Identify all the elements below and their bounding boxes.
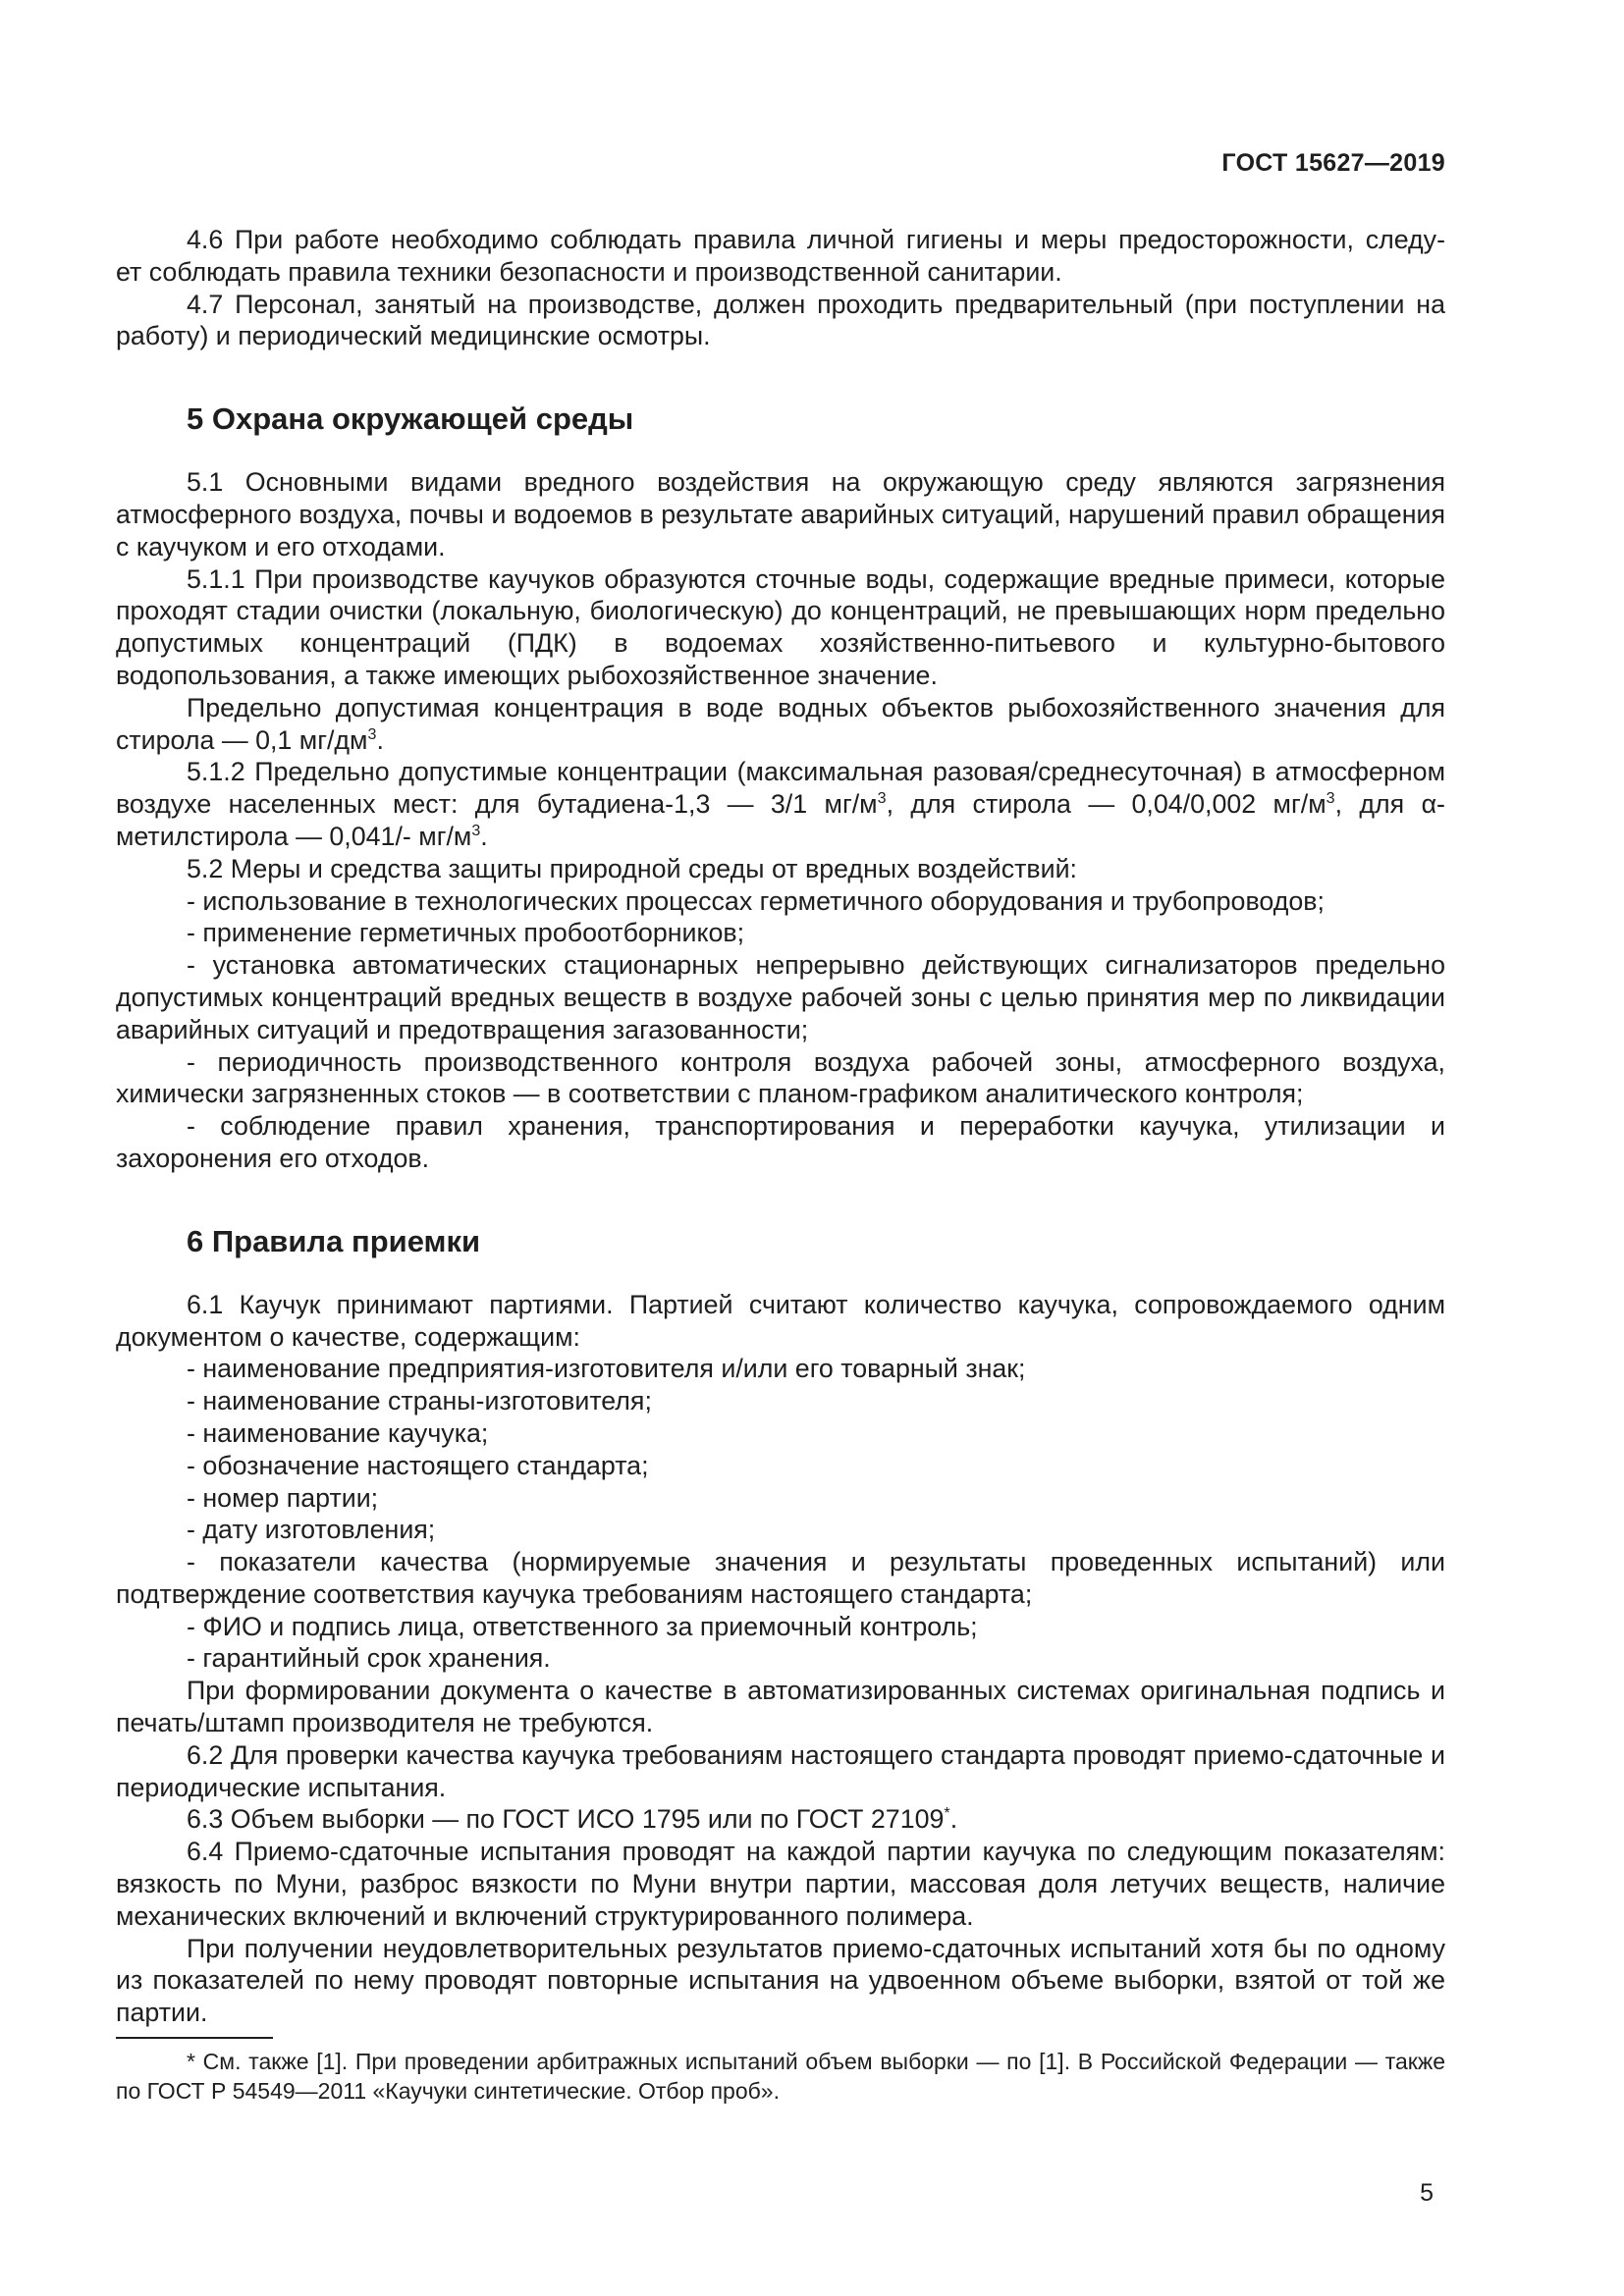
list-item: - наименование страны-изготовителя; xyxy=(187,1386,652,1416)
p512-part-a: 5.1.2 Предельно допустимые концентрации (максимальная разовая/среднесуточная) в атмосферном воздухе населенных мест: для бутадиена-1,3 — 3/1 мг/м xyxy=(116,757,1445,820)
section-6-heading: 6 Правила приемки xyxy=(187,1223,481,1258)
p512-part-d: . xyxy=(480,821,488,851)
p512-exp-1: 3 xyxy=(877,789,887,808)
list-item: - обозначение настоящего стандарта; xyxy=(187,1450,649,1480)
list-item: - наименование каучука; xyxy=(187,1417,489,1448)
list-item: - гарантийный срок хранения. xyxy=(187,1643,551,1674)
p512-exp-3: 3 xyxy=(471,822,481,840)
paragraph-5-1-2 xyxy=(116,756,1445,852)
paragraph-4-6b: ет соблюдать правила техники безопасности и производственной санитарии. xyxy=(116,256,1062,287)
footnote-divider xyxy=(116,2037,273,2039)
paragraph-5-2: 5.2 Меры и средства защиты природной среды от вредных воздействий: xyxy=(187,853,1077,883)
p63-text: 6.3 Объем выборки — по ГОСТ ИСО 1795 или по ГОСТ 27109 xyxy=(187,1804,945,1835)
list-item: - соблюдение правил хранения, транспортирования и переработки каучука, утилизации и захоронения его отходов. xyxy=(116,1111,1445,1173)
paragraph-retest: При получении неудовлетворительных результатов приемо-сдаточных испытаний хотя бы по одному из показателей по нему проводят повторные испытания на удвоенном объеме выборки, взятой от той же партии. xyxy=(116,1933,1445,2028)
paragraph-pdk xyxy=(116,692,1445,757)
p512-exp-2: 3 xyxy=(1326,789,1335,808)
list-item: - дату изготовления; xyxy=(187,1515,436,1545)
paragraph-4-7: 4.7 Персонал, занятый на производстве, должен проходить предварительный (при поступлении на работу) и периодический медицинские осмотры. xyxy=(116,289,1445,351)
footnote-text: * См. также [1]. При проведении арбитражных испытаний объем выборки — по [1]. В Российской Федерации — также по ГОСТ Р 54549—2011 «Каучуки синтетические. Отбор проб». xyxy=(116,2049,1445,2105)
list-item: - установка автоматических стационарных непрерывно действующих сигнализаторов предельно допустимых концентраций вредных веществ в воздухе рабочей зоны с целью принятия мер по ликвидации аварийных ситуаций и предотвращения загазованности; xyxy=(116,950,1445,1044)
paragraph-6-3 xyxy=(116,1803,1445,1836)
list-item: - ФИО и подпись лица, ответственного за приемочный контроль; xyxy=(187,1611,978,1641)
p63-end: . xyxy=(949,1804,958,1835)
p512-part-b: , для стирола — 0,04/0,002 мг/м xyxy=(886,789,1326,820)
section-5-heading: 5 Охрана окружающей среды xyxy=(187,401,634,437)
pdk-text: Предельно допустимая концентрация в воде водных объектов рыбохозяйственного значения для стирола — 0,1 мг/дм xyxy=(116,692,1445,755)
p512-part-c: , для α-метилстирола — 0,041/- мг/м xyxy=(116,789,1445,851)
list-item: - показатели качества (нормируемые значения и результаты проведенных испытаний) или подтверждение соответствия каучука требованиям настоящего стандарта; xyxy=(116,1547,1445,1609)
paragraph-5-1: 5.1 Основными видами вредного воздействия на окружающую среду являются загрязнения атмосферного воздуха, почвы и водоемов в результате аварийных ситуаций, нарушений правил обращения с каучуком и его отходами. xyxy=(116,467,1445,561)
list-item: - номер партии; xyxy=(187,1482,379,1513)
list-item: - наименование предприятия-изготовителя и/или его товарный знак; xyxy=(187,1354,1026,1384)
document-number: ГОСТ 15627—2019 xyxy=(1221,149,1445,177)
list-item: - применение герметичных пробоотборников; xyxy=(187,918,745,948)
page-number: 5 xyxy=(1420,2179,1434,2207)
paragraph-5-1-1: 5.1.1 При производстве каучуков образуются сточные воды, содержащие вредные примеси, которые проходят стадии очистки (локальную, биологическую) до концентраций, не превышающих норм предельно допустимых концентраций (ПДК) в водоемах хозяйственно-питьевого и культурно-бытового водопользования, а также имеющих рыбохозяйственное значение. xyxy=(116,563,1445,690)
paragraph-4-6a: 4.6 При работе необходимо соблюдать правила личной гигиены и меры предосторожности, следу- xyxy=(187,225,1445,254)
paragraph-auto-systems: При формировании документа о качестве в автоматизированных системах оригинальная подпись и печать/штамп производителя не требуются. xyxy=(116,1676,1445,1738)
pdk-exponent: 3 xyxy=(367,724,377,743)
paragraph-6-4: 6.4 Приемо-сдаточные испытания проводят на каждой партии каучука по следующим показателям: вязкость по Муни, разброс вязкости по Муни внутри партии, массовая доля летучих веществ, наличие механических включений и включений структурированного полимера. xyxy=(116,1837,1445,1931)
page-body xyxy=(116,224,1445,2106)
pdk-end: . xyxy=(376,724,384,755)
paragraph-6-2: 6.2 Для проверки качества каучука требованиям настоящего стандарта проводят приемо-сдаточные и периодические испытания. xyxy=(116,1739,1445,1802)
list-item: - использование в технологических процессах герметичного оборудования и трубопроводов; xyxy=(187,885,1325,916)
paragraph-6-1: 6.1 Каучук принимают партиями. Партией считают количество каучука, сопровождаемого одним документом о качестве, содержащим: xyxy=(116,1289,1445,1352)
footnote-marker: * xyxy=(944,1804,950,1823)
list-item: - периодичность производственного контроля воздуха рабочей зоны, атмосферного воздуха, химически загрязненных стоков — в соответствии с планом-графиком аналитического контроля; xyxy=(116,1046,1445,1109)
